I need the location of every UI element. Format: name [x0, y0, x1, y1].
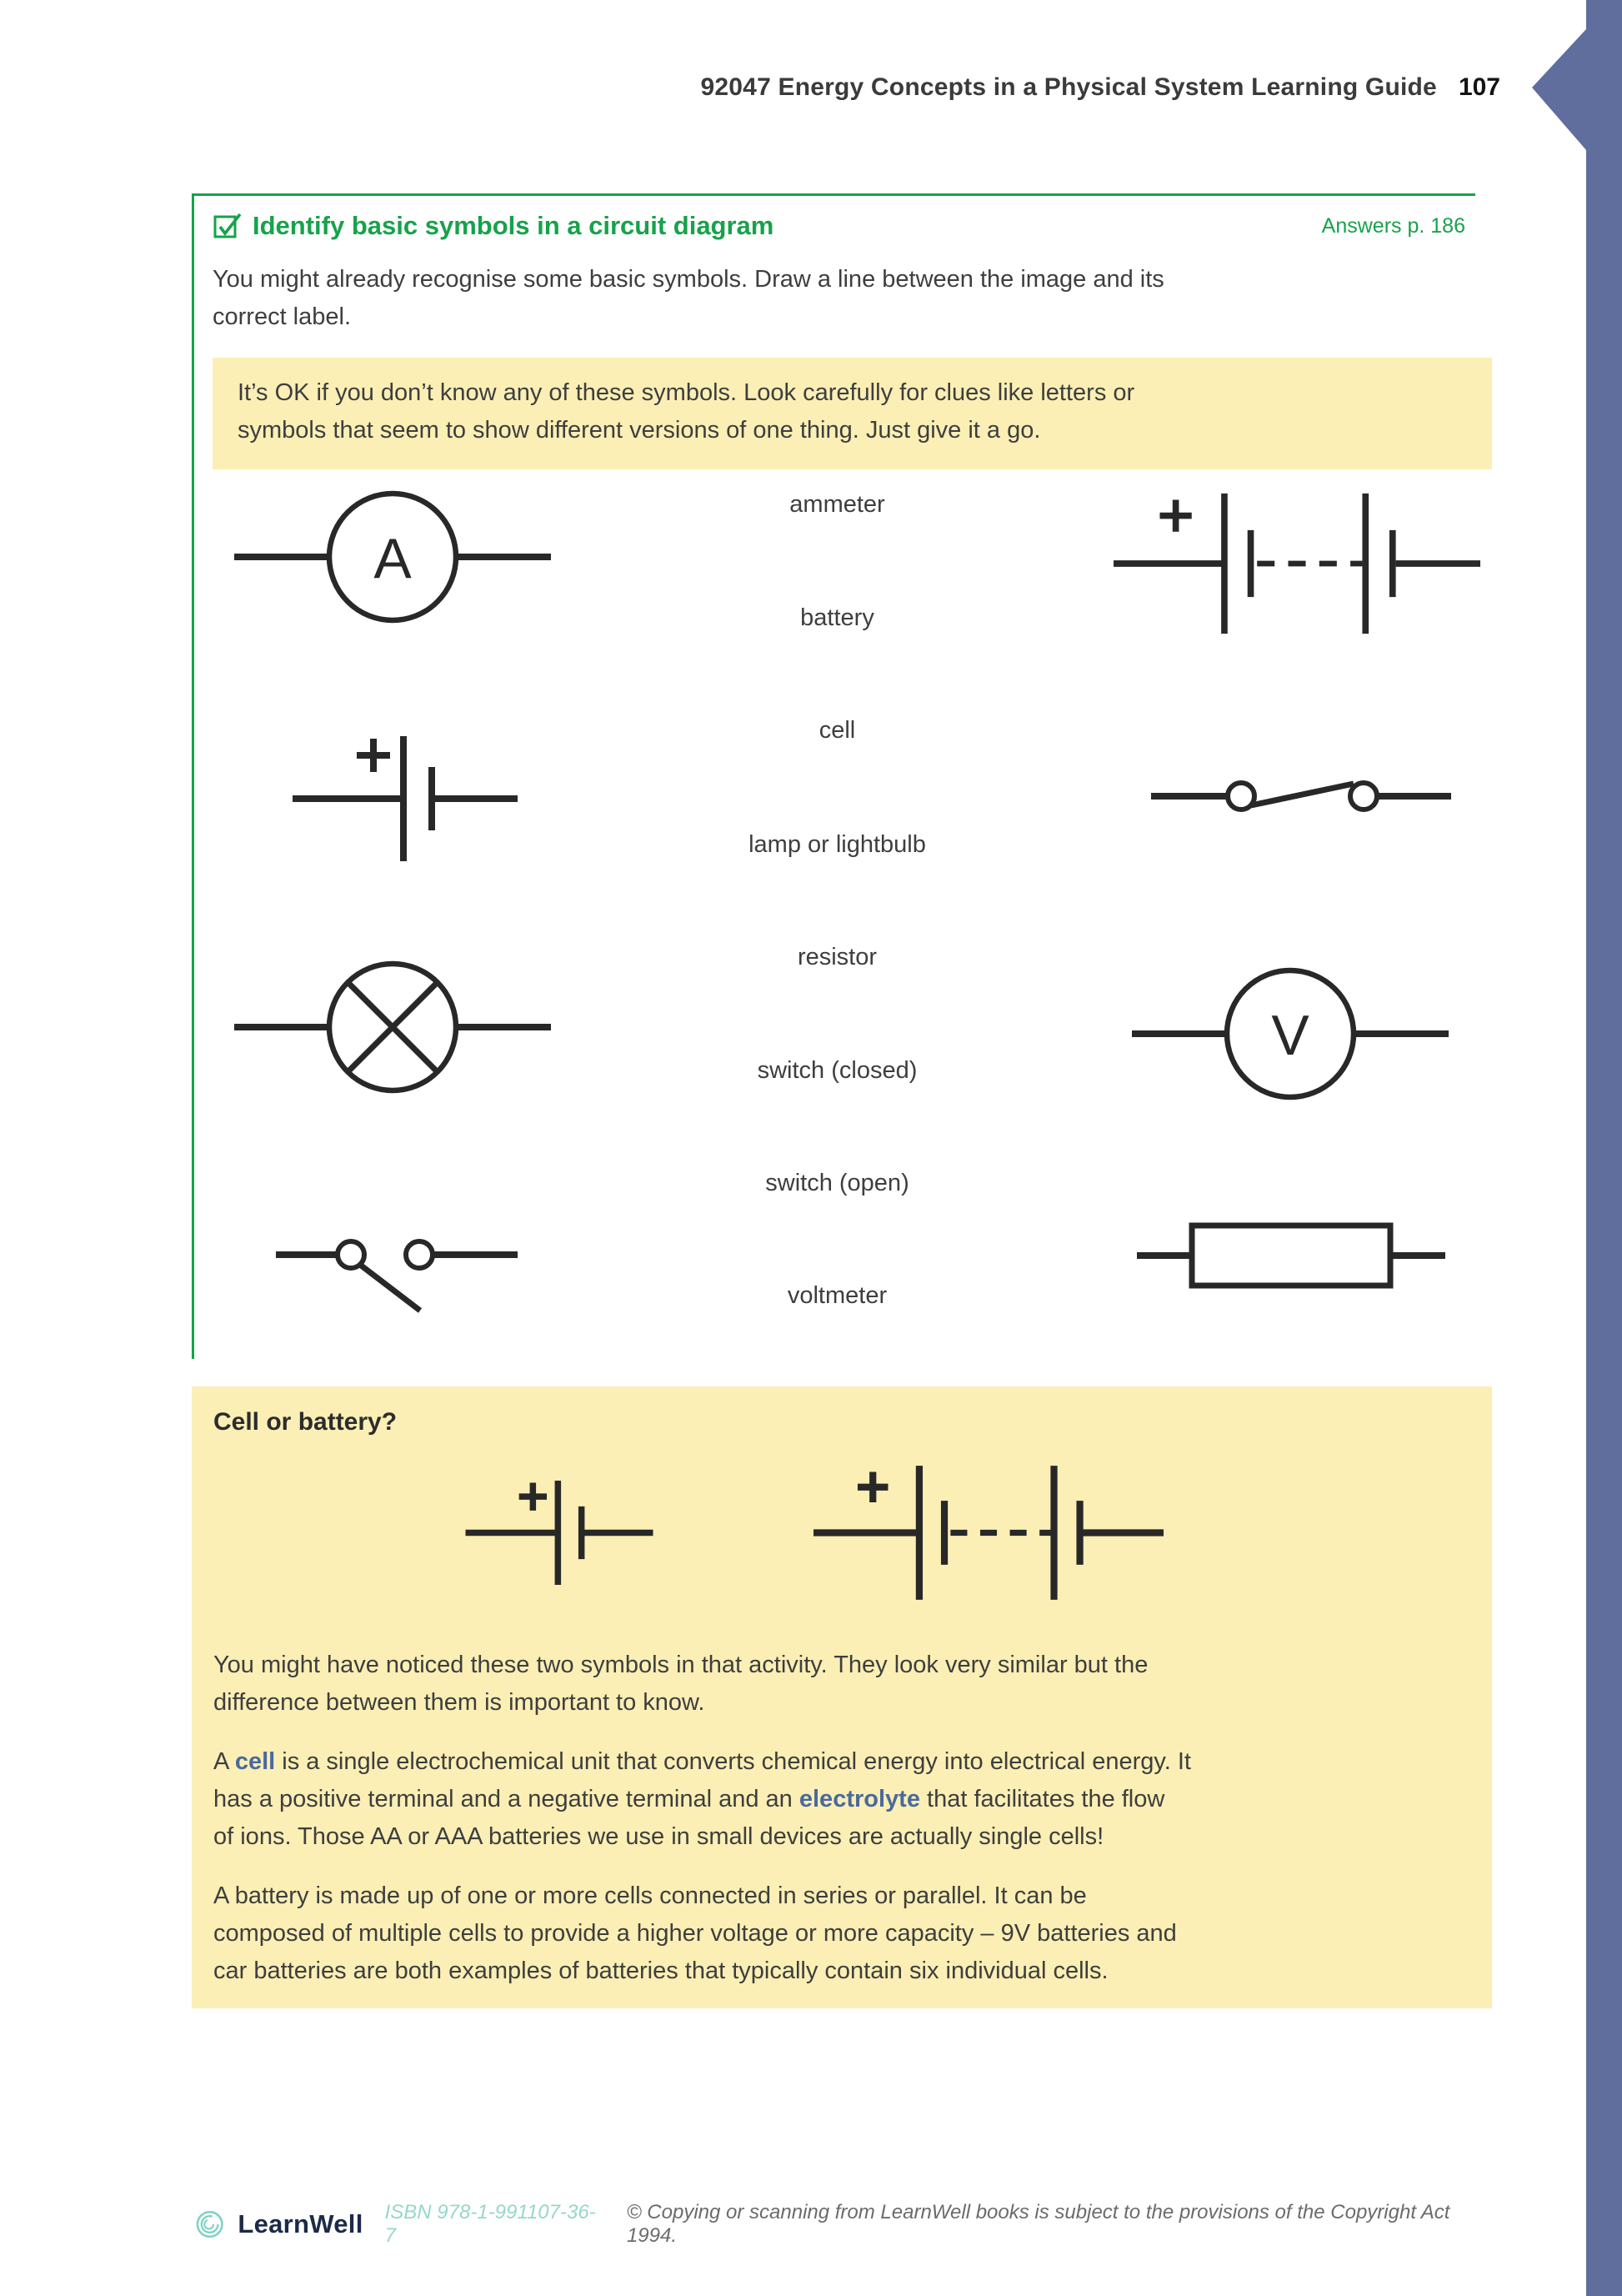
paragraph-line: A battery is made up of one or more cells connected in series or parallel. It can be — [213, 1882, 1087, 1909]
info-paragraph-1 — [213, 1647, 1405, 1722]
matching-area — [197, 454, 1478, 1361]
battery-symbol — [1114, 480, 1480, 647]
label-switch-open: switch (open) — [765, 1170, 909, 1196]
lamp-symbol — [234, 956, 551, 1098]
paragraph-line: difference between them is important to know. — [213, 1689, 705, 1716]
paragraph-line: of ions. Those AA or AAA batteries we use in small devices are actually single cells! — [213, 1823, 1104, 1850]
info-paragraph-2 — [213, 1743, 1405, 1856]
voltmeter-symbol — [1132, 963, 1449, 1105]
hint-line: symbols that seem to show different versions of one thing. Just give it a go. — [238, 417, 1041, 444]
activity-box — [192, 193, 1475, 1359]
answers-reference: Answers p. 186 — [1321, 213, 1465, 238]
hint-box — [213, 358, 1492, 469]
cell-symbol — [280, 715, 530, 882]
switch-closed-symbol — [1151, 759, 1451, 834]
label-lamp: lamp or lightbulb — [748, 831, 926, 858]
ammeter-symbol — [234, 486, 551, 628]
paragraph-line: A cell is a single electrochemical unit that converts chemical energy into electrical energy. It — [213, 1748, 1191, 1775]
brand-name: LearnWell — [238, 2209, 363, 2238]
page-footer — [192, 2201, 1492, 2248]
side-tab-marker — [1532, 0, 1622, 2296]
label-switch-closed: switch (closed) — [757, 1057, 918, 1084]
info-heading: Cell or battery? — [213, 1408, 398, 1436]
resistor-symbol — [1137, 1218, 1445, 1293]
switch-open-symbol — [276, 1226, 518, 1326]
cell-symbol-small — [455, 1463, 663, 1602]
isbn-text: ISBN 978-1-991107-36-7 — [384, 2201, 596, 2247]
copyright-text: © Copying or scanning from LearnWell books is subject to the provisions of the Copyright Act 1994. — [626, 2201, 1450, 2247]
activity-title: Identify basic symbols in a circuit diagram — [253, 211, 774, 240]
battery-symbol-small — [814, 1456, 1164, 1609]
checkbox-check-icon — [213, 211, 243, 241]
paragraph-line: You might have noticed these two symbols in that activity. They look very similar but the — [213, 1652, 1149, 1678]
intro-line: You might already recognise some basic symbols. Draw a line between the image and its — [213, 266, 1164, 293]
term-electrolyte: electrolyte — [798, 1786, 920, 1812]
intro-line: correct label. — [213, 303, 352, 330]
page-header — [701, 73, 1500, 102]
term-cell: cell — [234, 1748, 276, 1775]
cell-or-battery-box — [192, 1386, 1492, 2008]
label-ammeter: ammeter — [789, 491, 885, 518]
voltmeter-letter: V — [1271, 1004, 1309, 1067]
label-battery: battery — [800, 604, 874, 631]
ammeter-letter: A — [373, 527, 412, 590]
spiral-logo-icon — [192, 2206, 228, 2243]
paragraph-line: has a positive terminal and a negative terminal and an electrolyte that facilitates the flow — [213, 1786, 1165, 1812]
page-number: 107 — [1458, 73, 1500, 101]
label-resistor: resistor — [797, 944, 878, 970]
label-voltmeter: voltmeter — [787, 1282, 888, 1309]
info-paragraph-3 — [213, 1877, 1405, 1990]
hint-line: It’s OK if you don’t know any of these symbols. Look carefully for clues like letters or — [238, 379, 1135, 406]
label-cell: cell — [819, 717, 856, 744]
activity-title-row — [194, 196, 1475, 241]
paragraph-line: composed of multiple cells to provide a higher voltage or more capacity – 9V batteries and — [213, 1920, 1177, 1947]
header-title: 92047 Energy Concepts in a Physical System Learning Guide — [700, 73, 1437, 101]
info-symbols-row — [213, 1453, 1405, 1612]
paragraph-line: car batteries are both examples of batteries that typically contain six individual cells. — [213, 1958, 1109, 1984]
tab-arrow-icon — [1532, 29, 1586, 150]
activity-intro — [213, 261, 1321, 336]
